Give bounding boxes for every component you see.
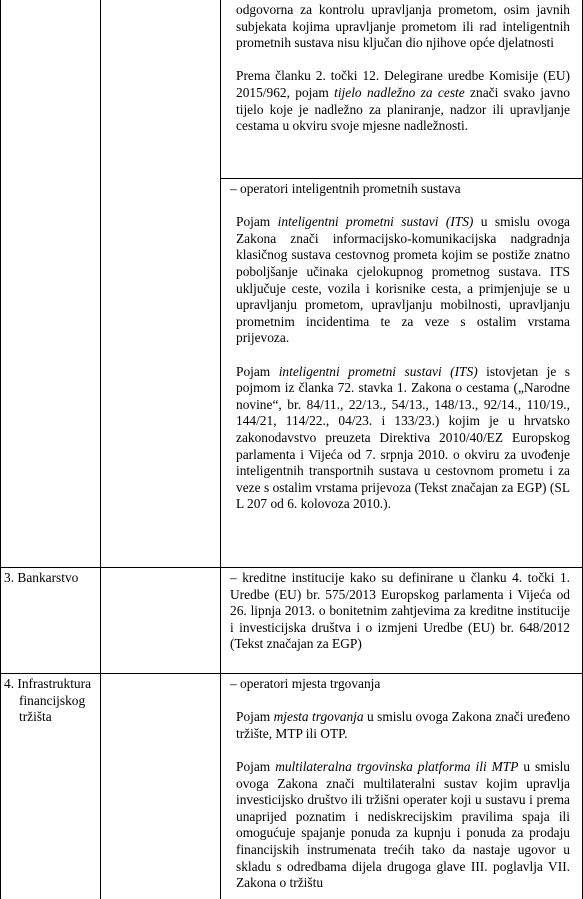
row-divider	[0, 567, 582, 568]
cell-text: – operatori inteligentnih prometnih sustava	[230, 181, 461, 196]
table-row	[230, 181, 570, 513]
row-divider	[220, 178, 582, 179]
cell-text: – operatori mjesta trgovanja	[230, 676, 381, 691]
cell-text: Pojam multilateralna trgovinska platforma ili MTP u smislu ovoga Zakona znači multilateralni sustav kojim upravlja investicijsko društvo ili tržišni operater koji u sustavu i prema unaprijed poznatim i nediskrecijskim pravilima spaja ili omogućuje spajanje ponuda za kupnju i ponuda za prodaju financijskih instrumenata trećih tako da nastaje ugovor u skladu s odredbama dijela drugoga glave III. poglavlja VII. Zakona o tržištu	[236, 758, 570, 891]
cell-text: Pojam inteligentni prometni sustavi (ITS) istovjetan je s pojmom iz članka 72. stavka 1. Zakona o cestama („Narodne novine“, br. 84/11., 22/13., 54/13., 148/13., 92/14., 110/19., 144/21, 114/22., 04/23. i 133/23.) kojim je u hrvatsko zakonodavstvo preuzeta Direktiva 2010/40/EZ Europskog parlamenta i Vijeća od 7. srpnja 2010. o okviru za uvođenje inteligentnih transportnih sustava u cestovnom prometu i za veze s ostalim vrstama prijevoza (Tekst značajan za EGP) (SL L 207 od 6. kolovoza 2010.).	[236, 363, 571, 512]
section-label-text: 3. Bankarstvo	[4, 570, 79, 585]
table-border-left	[0, 0, 1, 899]
row-divider	[0, 673, 582, 674]
cell-text: odgovorna za kontrolu upravljanja prometom, osim javnih subjekata kojima upravljanje prometom ili rad inteligentnih prometnih sustava nisu ključan dio njihove opće djelatnosti	[236, 2, 570, 51]
cell-text: Prema članku 2. točki 12. Delegirane uredbe Komisije (EU) 2015/962, pojam tijelo nadležno za ceste znači svako javno tijelo koje je nadležno za planiranje, nadzor ili upravljanje cestama u okviru svoje mjesne nadležnosti.	[236, 68, 570, 134]
cell-text: – kreditne institucije kako su definirane u članku 4. točki 1. Uredbe (EU) br. 575/2013 Europskog parlamenta i Vijeća od 26. lipnja 2013. o bonitetnim zahtjevima za kreditne institucije i investicijska društva i o izmjeni Uredbe (EU) br. 648/2012 (Tekst značajan za EGP)	[230, 570, 570, 652]
section-label	[4, 570, 99, 587]
cell-text: Pojam mjesta trgovanja u smislu ovoga Zakona znači uređeno tržište, MTP ili OTP.	[236, 709, 570, 741]
cell-text: Pojam inteligentni prometni sustavi (ITS) u smislu ovoga Zakona znači informacijsko-komunikacijska nadgradnja klasičnog sustava cestovnog prometa kojim se postiže znatno poboljšanje učinaka cjelokupnog prometnog sustava. ITS uključuje ceste, vozila i korisnike cesta, a primjenjuje se u upravljanju prometom, upravljanju mobilnosti, upravljanju prometnim incidentima te za veze s ostalim vrstama prijevoza.	[236, 214, 570, 346]
table-row	[230, 570, 570, 653]
section-label-text: tržišta	[19, 709, 52, 725]
table-border-col2	[220, 0, 221, 899]
section-label-text: 4. Infrastruktura	[4, 676, 92, 691]
section-label	[4, 676, 99, 726]
section-label-text: financijskog	[19, 692, 86, 708]
table-row	[230, 676, 570, 892]
table-border-col1	[100, 0, 101, 899]
table-row	[236, 2, 570, 135]
